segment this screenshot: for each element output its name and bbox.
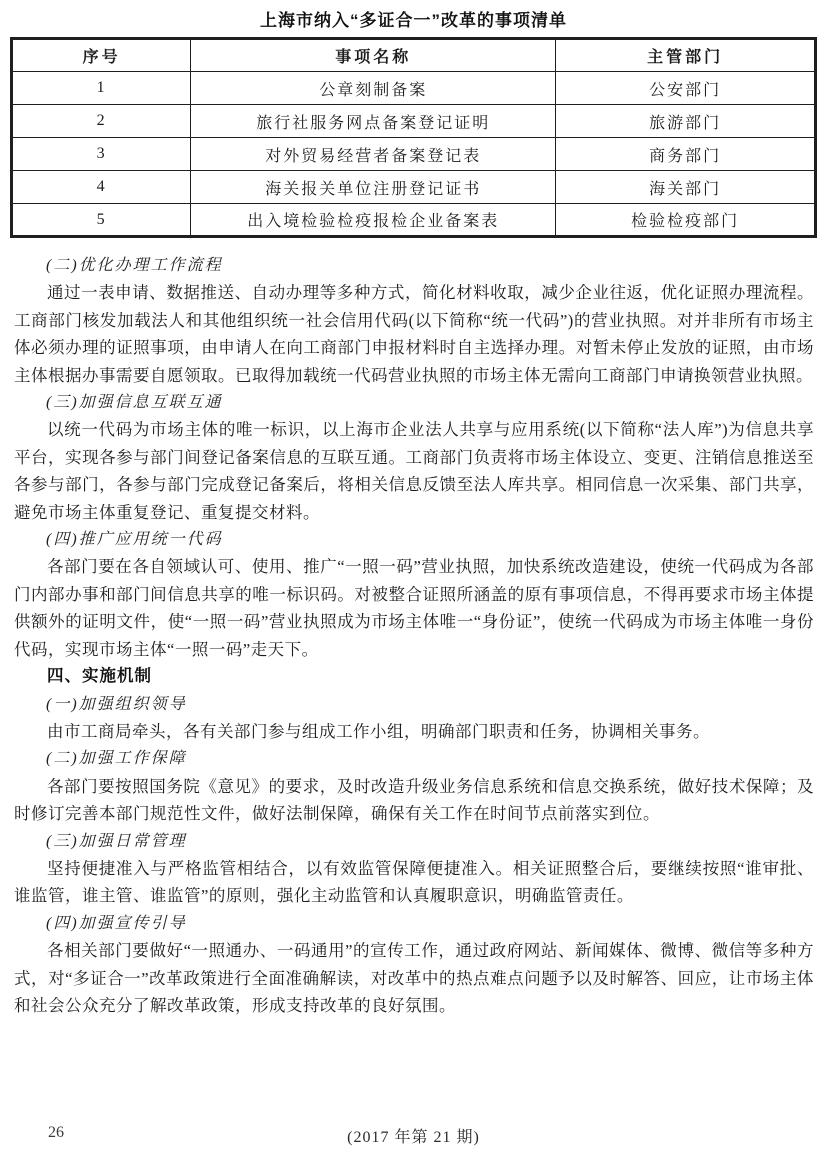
body-paragraph: 由市工商局牵头，各有关部门参与组成工作小组，明确部门职责和任务，协调相关事务。: [47, 721, 710, 741]
table-cell: 旅游部门: [556, 105, 816, 138]
section-heading: 四、实施机制: [47, 667, 152, 686]
table-row: [12, 171, 816, 204]
items-table: [10, 37, 817, 238]
table-cell: 对外贸易经营者备案登记表: [191, 138, 556, 171]
table-cell: 公章刻制备案: [191, 72, 556, 105]
table-cell: 海关报关单位注册登记证书: [191, 171, 556, 204]
table-row: [12, 105, 816, 138]
table-cell: 旅行社服务网点备案登记证明: [191, 105, 556, 138]
table-cell: 商务部门: [556, 138, 816, 171]
document-body: [14, 252, 814, 1019]
table-cell: 5: [12, 204, 191, 237]
table-cell: 检验检疫部门: [556, 204, 816, 237]
table-header-cell: 序号: [12, 39, 191, 72]
section-heading: (四)推广应用统一代码: [46, 531, 223, 549]
page-footer: [0, 1124, 827, 1146]
body-paragraph: 各部门要按照国务院《意见》的要求，及时改造升级业务信息系统和信息交换系统，做好技术保障；及时修订完善本部门规范性文件，做好法制保障，确保有关工作在时间节点前落实到位。: [14, 776, 814, 824]
table-header-row: [12, 39, 816, 72]
issue-label: (2017 年第 21 期): [347, 1129, 480, 1146]
section-heading: (三)加强日常管理: [46, 832, 187, 850]
section-heading: (三)加强信息互联互通: [46, 394, 223, 412]
section-heading: (二)加强工作保障: [46, 750, 187, 768]
page-title: 上海市纳入“多证合一”改革的事项清单: [260, 11, 567, 30]
section-heading: (二)优化办理工作流程: [46, 257, 223, 274]
body-paragraph: 各部门要在各自领域认可、使用、推广“一照一码”营业执照，加快系统改造建设，使统一代码成为各部门内部办事和部门间信息共享的唯一标识码。对被整合证照所涵盖的原有事项信息，不得再要求市场主体提供额外的证明文件，使“一照一码”营业执照成为市场主体唯一“身份证”，使统一代码成为市场主体唯一身份代码，实现市场主体“一照一码”走天下。: [14, 557, 814, 659]
table-cell: 海关部门: [556, 171, 816, 204]
page-number: 26: [48, 1124, 64, 1141]
table-header-cell: 事项名称: [191, 39, 556, 72]
body-paragraph: 各相关部门要做好“一照通办、一码通用”的宣传工作，通过政府网站、新闻媒体、微博、微信等多种方式，对“多证合一”改革政策进行全面准确解读，对改革中的热点难点问题予以及时解答、回应，让市场主体和社会公众充分了解改革政策，形成支持改革的良好氛围。: [14, 941, 814, 1015]
table-row: [12, 138, 816, 171]
body-paragraph: 通过一表申请、数据推送、自动办理等多种方式，简化材料收取，减少企业往返，优化证照办理流程。工商部门核发加载法人和其他组织统一社会信用代码(以下简称“统一代码”)的营业执照。对并非所有市场主体必须办理的证照事项，由申请人在向工商部门申报材料时自主选择办理。对暂未停止发放的证照，由市场主体根据办事需要自愿领取。已取得加载统一代码营业执照的市场主体无需向工商部门申请换领营业执照。: [14, 283, 814, 385]
section-heading: (四)加强宣传引导: [46, 914, 187, 932]
table-header-cell: 主管部门: [556, 39, 816, 72]
table-row: [12, 72, 816, 105]
section-heading: (一)加强组织领导: [46, 695, 187, 713]
table-cell: 1: [12, 72, 191, 105]
table-cell: 3: [12, 138, 191, 171]
table-cell: 2: [12, 105, 191, 138]
table-cell: 4: [12, 171, 191, 204]
body-paragraph: 以统一代码为市场主体的唯一标识，以上海市企业法人共享与应用系统(以下简称“法人库”)为信息共享平台，实现各参与部门间登记备案信息的互联互通。工商部门负责将市场主体设立、变更、注销信息推送至各参与部门，各参与部门完成登记备案后，将相关信息反馈至法人库共享。相同信息一次采集、部门共享，避免市场主体重复登记、重复提交材料。: [14, 420, 814, 522]
table-cell: 出入境检验检疫报检企业备案表: [191, 204, 556, 237]
table-row: [12, 204, 816, 237]
table-cell: 公安部门: [556, 72, 816, 105]
body-paragraph: 坚持便捷准入与严格监管相结合，以有效监管保障便捷准入。相关证照整合后，要继续按照“谁审批、谁监管，谁主管、谁监管”的原则，强化主动监管和认真履职意识，明确监管责任。: [14, 858, 814, 906]
